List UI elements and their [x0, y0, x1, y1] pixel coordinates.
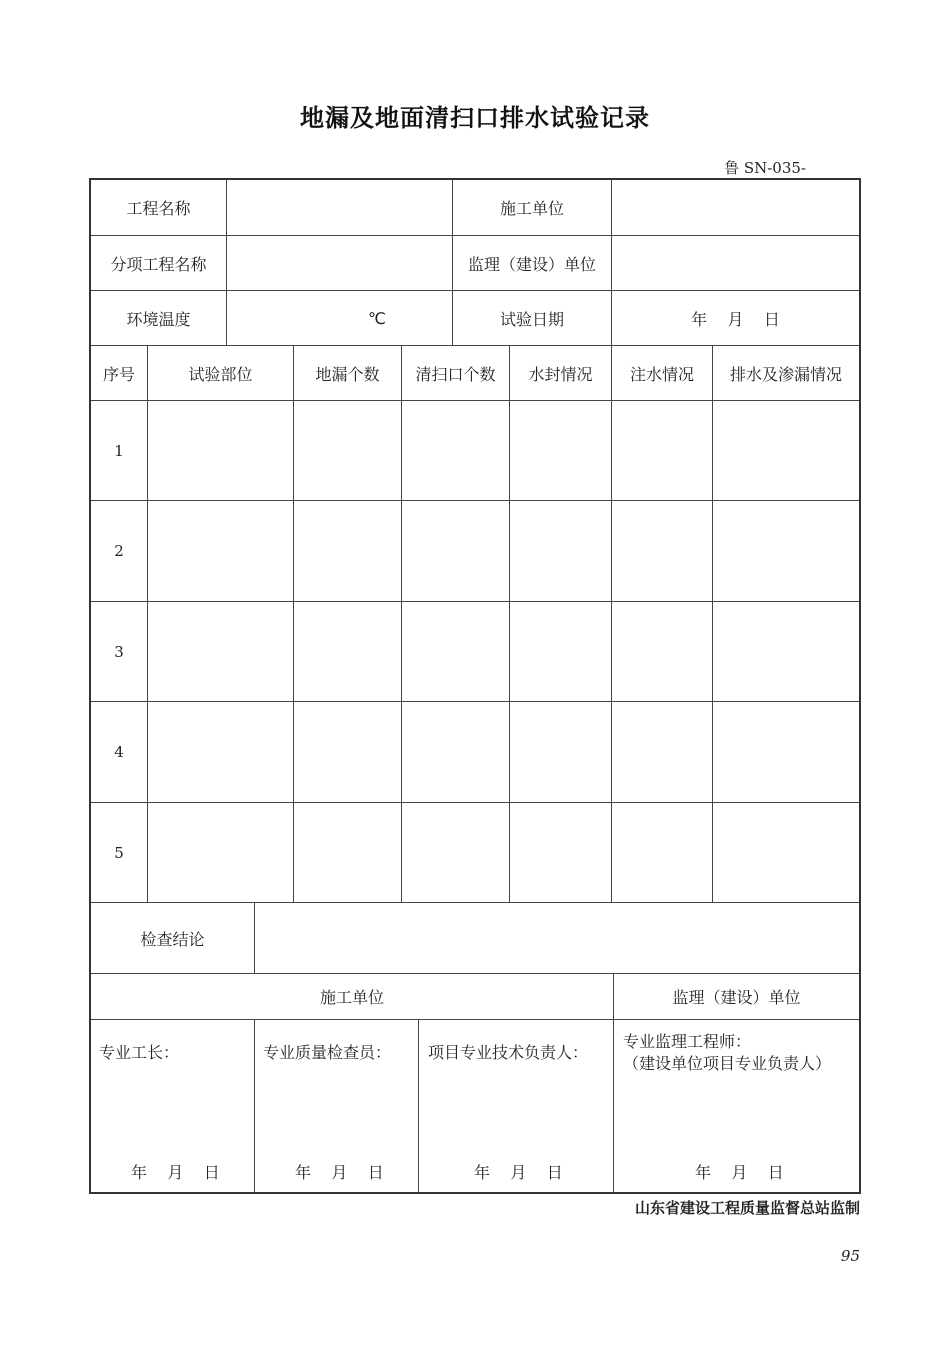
- signature-supervision-unit-label: 监理（建设）单位: [672, 988, 801, 1007]
- column-header-cleanout-count: 清扫口个数: [415, 364, 496, 384]
- tech-lead-label: 项目专业技术负责人：: [428, 1043, 589, 1062]
- quality-inspector-date: 年 月 日: [295, 1163, 384, 1182]
- issuer-text: 山东省建设工程质量监督总站监制: [634, 1199, 860, 1217]
- row-number: 2: [114, 542, 124, 560]
- construction-unit-field[interactable]: [612, 180, 859, 235]
- grid-line: [293, 345, 294, 902]
- grid-line: [611, 345, 612, 902]
- column-header-seq: 序号: [102, 364, 135, 384]
- column-header-location: 试验部位: [188, 364, 253, 384]
- supervision-unit-label: 监理（建设）单位: [467, 254, 596, 274]
- grid-line: [91, 1019, 859, 1020]
- grid-line: [91, 601, 859, 602]
- subproject-name-label: 分项工程名称: [110, 254, 207, 274]
- supervision-unit-field[interactable]: [612, 236, 859, 290]
- grid-line: [91, 500, 859, 501]
- grid-line: [509, 345, 510, 902]
- temp-unit: ℃: [368, 308, 386, 328]
- conclusion-field[interactable]: [255, 903, 859, 973]
- grid-line: [418, 1019, 419, 1192]
- subproject-name-field[interactable]: [227, 236, 452, 290]
- row-number: 3: [114, 642, 124, 661]
- project-name-field[interactable]: [227, 180, 452, 235]
- grid-line: [712, 345, 713, 902]
- tech-lead-date: 年 月 日: [474, 1163, 563, 1182]
- column-header-water-fill: 注水情况: [629, 364, 694, 384]
- row-number: 4: [114, 743, 124, 761]
- page-title: 地漏及地面清扫口排水试验记录: [300, 104, 650, 132]
- foreman-label: 专业工长：: [99, 1043, 180, 1062]
- grid-line: [91, 701, 859, 702]
- row-number: 1: [114, 441, 124, 460]
- conclusion-label: 检查结论: [140, 929, 205, 949]
- column-header-drainage-leakage: 排水及渗漏情况: [729, 364, 842, 384]
- quality-inspector-label: 专业质量检查员：: [263, 1043, 392, 1062]
- project-name-label: 工程名称: [126, 199, 191, 218]
- column-header-drain-count: 地漏个数: [315, 364, 380, 384]
- supervisor-label-line1: 专业监理工程师：: [623, 1032, 752, 1051]
- ambient-temp-field[interactable]: [227, 291, 452, 345]
- grid-line: [91, 802, 859, 803]
- foreman-date: 年 月 日: [131, 1163, 220, 1182]
- form-code: 鲁 SN-035-: [724, 159, 806, 177]
- grid-line: [91, 400, 859, 401]
- supervisor-label-line2: （建设单位项目专业负责人）: [623, 1054, 832, 1073]
- test-date-label: 试验日期: [499, 309, 564, 329]
- row-number: 5: [114, 843, 124, 862]
- grid-line: [147, 345, 148, 902]
- column-header-water-seal: 水封情况: [528, 364, 593, 384]
- test-date-field[interactable]: 年 月 日: [691, 309, 780, 329]
- construction-unit-label: 施工单位: [499, 199, 564, 218]
- grid-line: [254, 1019, 255, 1192]
- signature-construction-unit-label: 施工单位: [319, 988, 384, 1007]
- supervisor-date: 年 月 日: [695, 1163, 784, 1182]
- page-number: 95: [840, 1247, 860, 1265]
- grid-line: [401, 345, 402, 902]
- ambient-temp-label: 环境温度: [126, 309, 191, 329]
